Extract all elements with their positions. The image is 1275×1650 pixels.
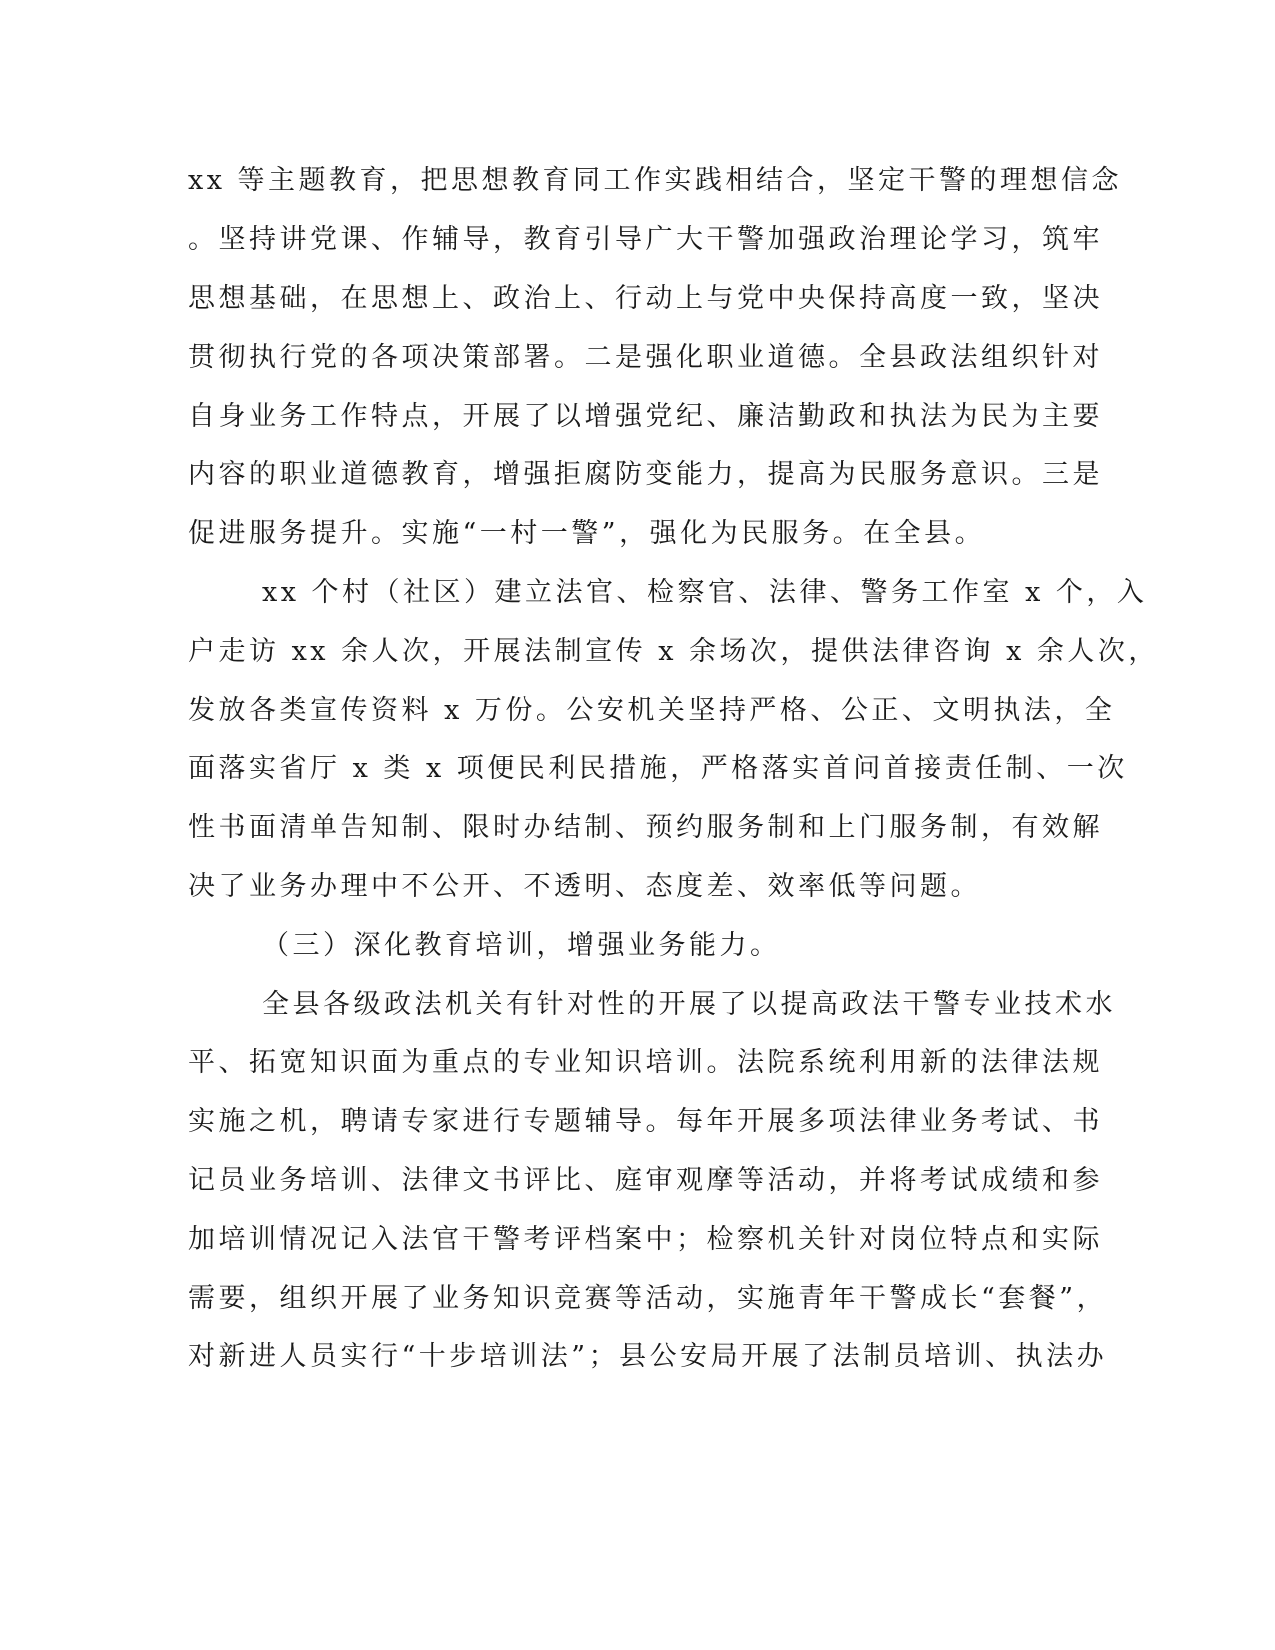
text-line: 思想基础，在思想上、政治上、行动上与党中央保持高度一致，坚决 (188, 283, 1103, 314)
text-line: 实施之机，聘请专家进行专题辅导。每年开展多项法律业务考试、书 (188, 1106, 1103, 1137)
text-line: 发放各类宣传资料 x 万份。公安机关坚持严格、公正、文明执法，全 (188, 695, 1116, 726)
text-line: 对新进人员实行“十步培训法”；县公安局开展了法制员培训、执法办 (188, 1341, 1108, 1372)
text-line: xx 等主题教育，把思想教育同工作实践相结合，坚定干警的理想信念 (188, 165, 1123, 196)
text-line: 性书面清单告知制、限时办结制、预约服务制和上门服务制，有效解 (188, 812, 1103, 843)
text-line: 。坚持讲党课、作辅导，教育引导广大干警加强政治理论学习，筑牢 (188, 224, 1103, 255)
text-line: 记员业务培训、法律文书评比、庭审观摩等活动，并将考试成绩和参 (188, 1165, 1103, 1196)
paragraph-first-line: xx 个村（社区）建立法官、检察官、法律、警务工作室 x 个，入 (262, 577, 1148, 608)
paragraph-first-line: 全县各级政法机关有针对性的开展了以提高政法干警专业技术水 (262, 989, 1116, 1020)
text-line: 户走访 xx 余人次，开展法制宣传 x 余场次，提供法律咨询 x 余人次， (188, 636, 1159, 667)
text-line: 面落实省厅 x 类 x 项便民利民措施，严格落实首问首接责任制、一次 (188, 753, 1128, 784)
text-line: 决了业务办理中不公开、不透明、态度差、效率低等问题。 (188, 871, 981, 902)
text-line: 需要，组织开展了业务知识竞赛等活动，实施青年干警成长“套餐”， (188, 1283, 1108, 1314)
text-line: 促进服务提升。实施“一村一警”，强化为民服务。在全县。 (188, 518, 986, 549)
text-line: 内容的职业道德教育，增强拒腐防变能力，提高为民服务意识。三是 (188, 459, 1103, 490)
section-heading: （三）深化教育培训，增强业务能力。 (262, 930, 781, 961)
text-line: 平、拓宽知识面为重点的专业知识培训。法院系统利用新的法律法规 (188, 1047, 1103, 1078)
text-line: 贯彻执行党的各项决策部署。二是强化职业道德。全县政法组织针对 (188, 342, 1103, 373)
text-line: 加培训情况记入法官干警考评档案中；检察机关针对岗位特点和实际 (188, 1224, 1103, 1255)
text-line: 自身业务工作特点，开展了以增强党纪、廉洁勤政和执法为民为主要 (188, 401, 1103, 432)
